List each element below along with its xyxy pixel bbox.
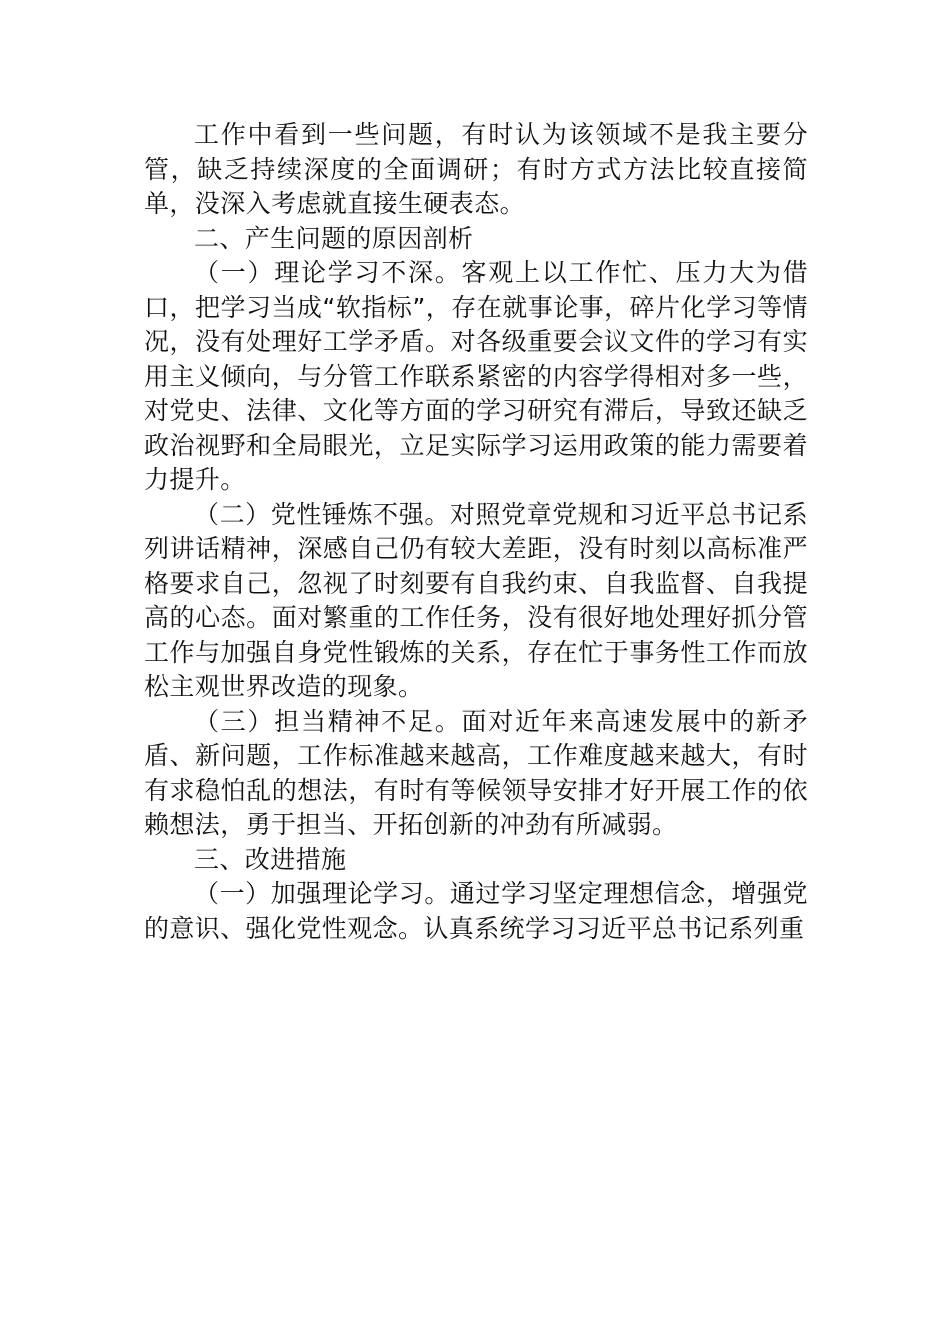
document-body: [144, 118, 808, 946]
paragraph-strengthen-study: （一）加强理论学习。通过学习坚定理想信念，增强党的意识、强化党性观念。认真系统学习习近平总书记系列重: [144, 879, 808, 943]
paragraph-theory-study: （一）理论学习不深。客观上以工作忙、压力大为借口，把学习当成“软指标”，存在就事论事，碎片化学习等情况，没有处理好工学矛盾。对各级重要会议文件的学习有实用主义倾向，与分管工作联系紧密的内容学得相对多一些，对党史、法律、文化等方面的学习研究有滞后，导致还缺乏政治视野和全局眼光，立足实际学习运用政策的能力需要着力提升。: [144, 258, 808, 494]
section-heading-measures: 三、改进措施: [194, 844, 347, 874]
paragraph-party-spirit: （二）党性锤炼不强。对照党章党规和习近平总书记系列讲话精神，深感自己仍有较大差距，没有时刻以高标准严格要求自己，忽视了时刻要有自我约束、自我监督、自我提高的心态。面对繁重的工作任务，没有很好地处理好抓分管工作与加强自身党性锻炼的关系，存在忙于事务性工作而放松主观世界改造的现象。: [144, 499, 808, 701]
paragraph-responsibility: （三）担当精神不足。面对近年来高速发展中的新矛盾、新问题，工作标准越来越高，工作难度越来越大，有时有求稳怕乱的想法，有时有等候领导安排才好开展工作的依赖想法，勇于担当、开拓创新的冲劲有所减弱。: [144, 706, 808, 839]
section-heading-causes: 二、产生问题的原因剖析: [194, 223, 474, 253]
paragraph-work-problems: 工作中看到一些问题，有时认为该领域不是我主要分管，缺乏持续深度的全面调研；有时方式方法比较直接简单，没深入考虑就直接生硬表态。: [144, 120, 808, 218]
